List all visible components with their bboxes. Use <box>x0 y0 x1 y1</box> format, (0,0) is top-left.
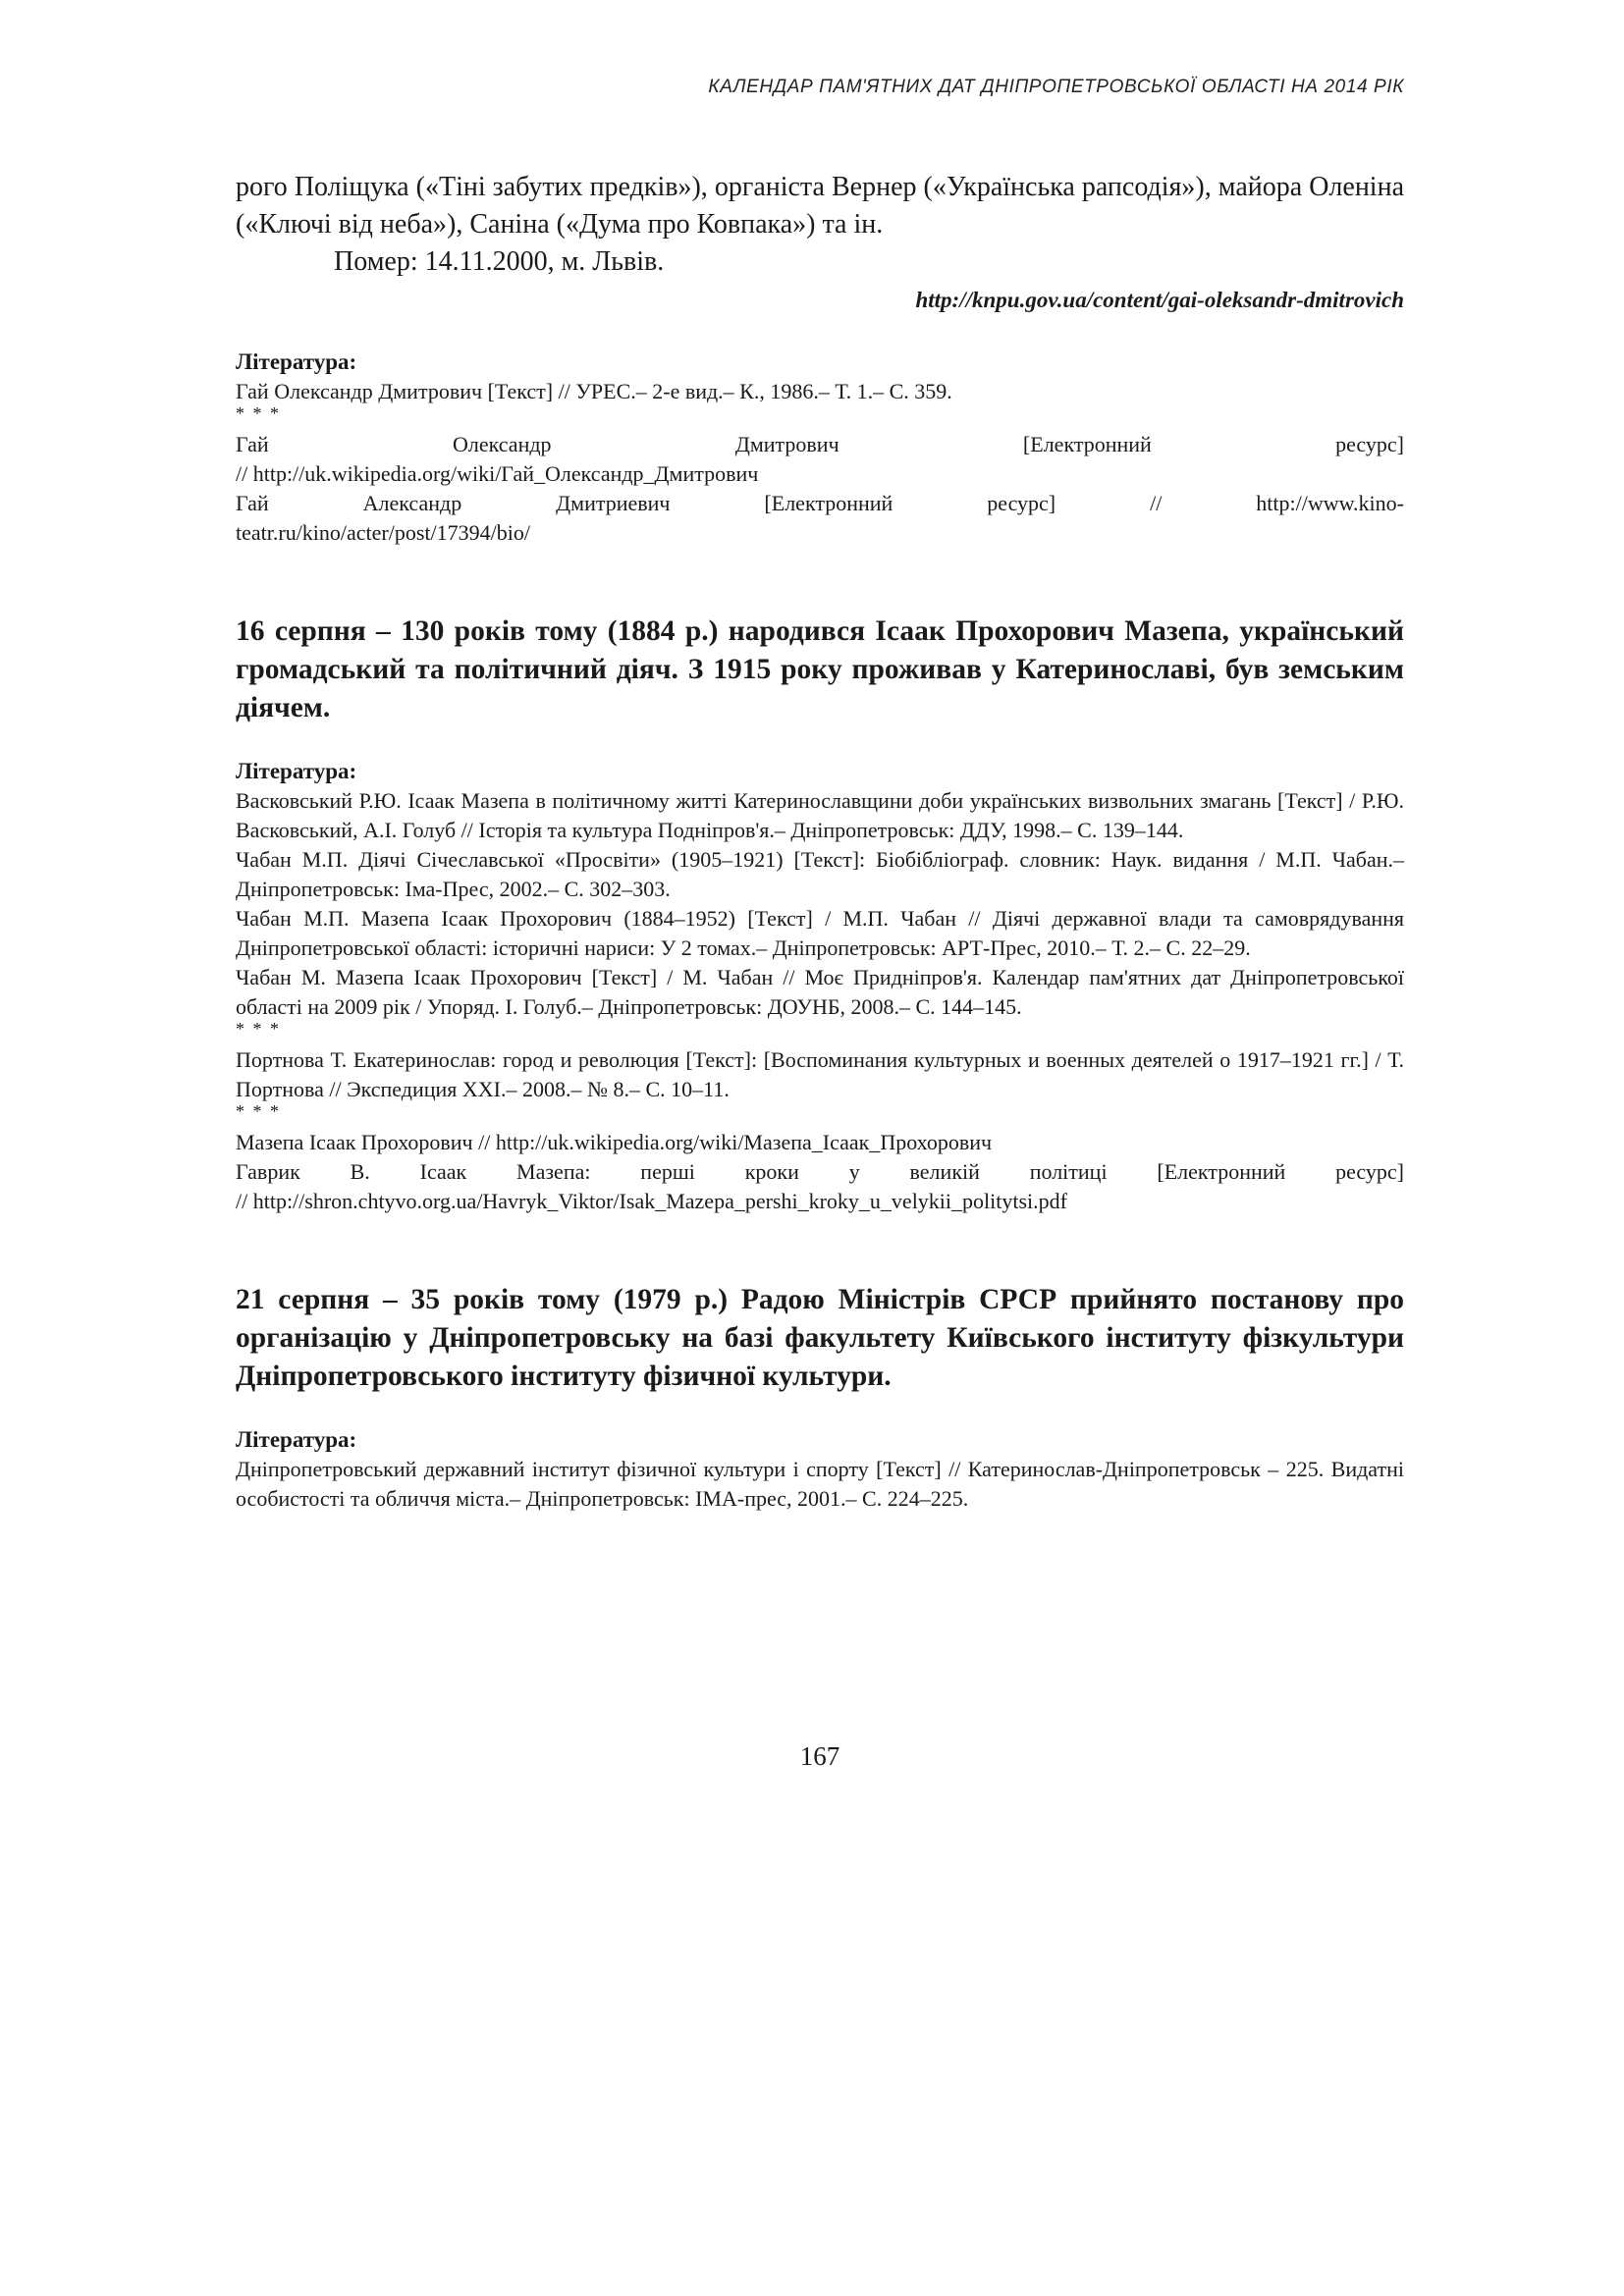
literature-title: Література: <box>236 759 357 783</box>
document-page <box>236 0 1404 2296</box>
source-link[interactable]: http://knpu.gov.ua/content/gai-oleksandr-dmitrovich <box>915 288 1404 312</box>
reference-item: Гай Александр Дмитриевич [Електронний ресурс] // http://www.kino- <box>236 491 1404 515</box>
intro-paragraph: рого Поліщука («Тіні забутих предків»), органіста Вернер («Українська рапсодія»), майора Оленіна («Ключі від неба»), Саніна («Дума про Ковпака») та ін. <box>236 172 1404 240</box>
separator-stars: * * * <box>236 403 281 423</box>
page-content <box>236 169 1404 1514</box>
reference-link[interactable]: Мазепа Ісаак Прохорович // http://uk.wikipedia.org/wiki/Мазепа_Ісаак_Прохорович <box>236 1130 993 1154</box>
event-section-mazepa <box>236 613 1404 1216</box>
running-header: КАЛЕНДАР ПАМ'ЯТНИХ ДАТ ДНІПРОПЕТРОВСЬКОЇ ОБЛАСТІ НА 2014 РІК <box>708 77 1404 97</box>
reference-item: Портнова Т. Екатеринослав: город и революция [Текст]: [Воспоминания культурных и военных деятелей о 1917–1921 гг.] / Т. Портнова // Экспедиция XXI.– 2008.– № 8.– С. 10–11. <box>236 1047 1404 1101</box>
page-number: 167 <box>799 1741 840 1771</box>
reference-item: Гай Олександр Дмитрович [Електронний ресурс] <box>236 432 1404 456</box>
reference-item: Чабан М.П. Діячі Січеславської «Просвіти» (1905–1921) [Текст]: Біобібліограф. словник: Наук. видання / М.П. Чабан.– Дніпропетровськ: Іма-Прес, 2002.– С. 302–303. <box>236 847 1404 901</box>
death-line: Помер: 14.11.2000, м. Львів. <box>334 246 665 277</box>
reference-item: Дніпропетровський державний інститут фізичної культури і спорту [Текст] // Катеринослав-Дніпропетровськ – 225. Видатні особистості та обличчя міста.– Дніпропетровськ: ІМА-прес, 2001.– С. 224–225. <box>236 1457 1404 1511</box>
reference-item: Васковський Р.Ю. Ісаак Мазепа в політичному житті Катеринославщини доби українських визвольних змагань [Текст] / Р.Ю. Васковський, А.І. Голуб // Історія та культура Подніпров'я.– Дніпропетровськ: ДДУ, 1998.– С. 139–144. <box>236 788 1404 842</box>
reference-item: Гай Олександр Дмитрович [Текст] // УРЕС.– 2-е вид.– К., 1986.– Т. 1.– С. 359. <box>236 379 952 403</box>
event-heading: 16 серпня – 130 років тому (1884 р.) народився Ісаак Прохорович Мазепа, український громадський та політичний діяч. З 1915 року проживав у Катеринославі, був земським діячем. <box>236 615 1404 723</box>
reference-item: Чабан М.П. Мазепа Ісаак Прохорович (1884–1952) [Текст] / М.П. Чабан // Діячі державної влади та самоврядування Дніпропетровської області: історичні нариси: У 2 томах.– Дніпропетровськ: АРТ-Прес, 2010.– Т. 2.– С. 22–29. <box>236 906 1404 960</box>
event-heading: 21 серпня – 35 років тому (1979 р.) Радою Міністрів СРСР прийнято постанову про організацію у Дніпропетровську на базі факультету Київського інституту фізкультури Дніпропетровського інституту фізичної культури. <box>236 1284 1404 1392</box>
reference-item: Гаврик В. Ісаак Мазепа: перші кроки у великій політиці [Електронний ресурс] <box>236 1159 1404 1184</box>
event-section-institute <box>236 1281 1404 1514</box>
literature-title: Література: <box>236 1427 357 1452</box>
reference-link[interactable]: teatr.ru/kino/acter/post/17394/bio/ <box>236 520 530 545</box>
intro-section <box>236 169 1404 548</box>
literature-title: Література: <box>236 349 357 374</box>
separator-stars: * * * <box>236 1019 281 1039</box>
reference-link[interactable]: // http://uk.wikipedia.org/wiki/Гай_Олександр_Дмитрович <box>236 461 759 486</box>
separator-stars: * * * <box>236 1101 281 1121</box>
reference-link[interactable]: // http://shron.chtyvo.org.ua/Havryk_Viktor/Isak_Mazepa_pershi_kroky_u_velykii_politytsi.pdf <box>236 1189 1067 1213</box>
reference-item: Чабан М. Мазепа Ісаак Прохорович [Текст] / М. Чабан // Моє Придніпров'я. Календар пам'ятних дат Дніпропетровської області на 2009 рік / Упоряд. І. Голуб.– Дніпропетровськ: ДОУНБ, 2008.– С. 144–145. <box>236 965 1404 1019</box>
